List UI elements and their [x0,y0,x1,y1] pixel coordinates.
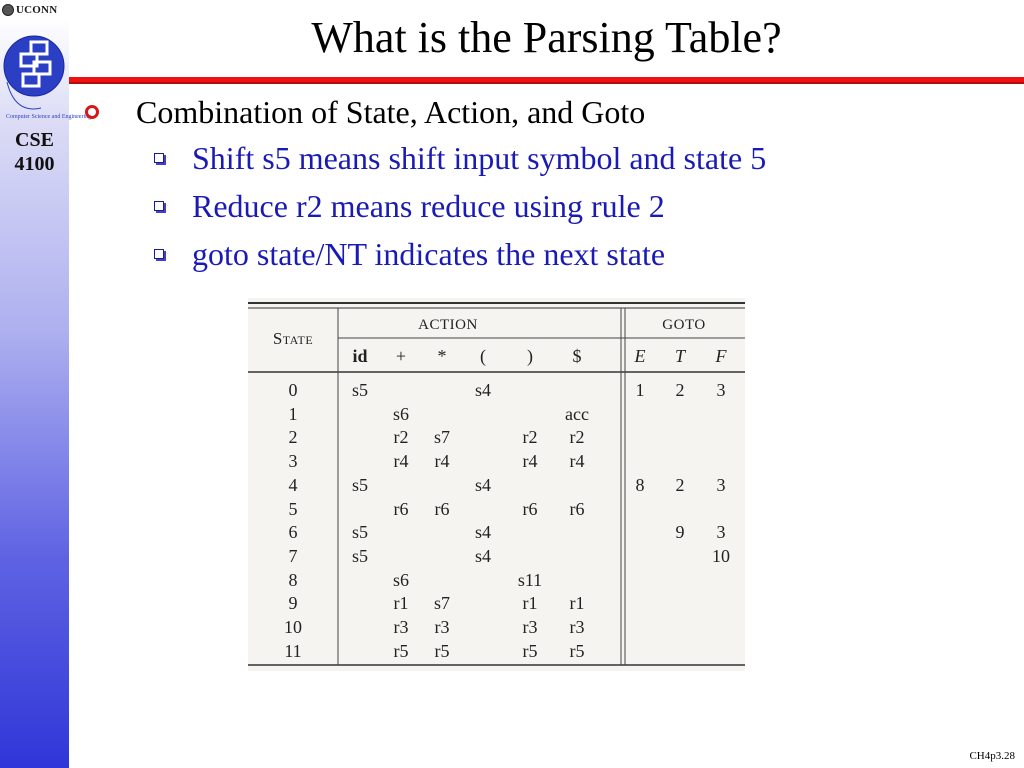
action-cell: acc [565,403,589,424]
state-cell: 5 [288,498,298,519]
square-bullet-icon [154,249,164,259]
slide-number: CH4p3.28 [969,750,1015,762]
sub-bullet-text: Shift s5 means shift input symbol and state 5 [192,139,767,176]
action-column-header: id [352,346,368,366]
state-cell: 3 [288,451,298,472]
action-cell: r3 [434,617,450,637]
goto-column-header: E [634,346,646,366]
action-cell: r6 [434,498,450,519]
action-cell: r1 [393,593,409,614]
goto-column-header: T [674,346,686,366]
action-cell: r4 [393,451,409,472]
goto-cell: 3 [716,522,726,543]
action-cell: s6 [392,569,410,590]
course-line-1: CSE [15,129,54,151]
action-cell: r6 [393,498,409,519]
action-cell: s5 [351,545,369,566]
action-cell: r4 [434,451,450,472]
state-cell: 0 [288,380,298,400]
action-column-header: ( [480,346,486,366]
action-cell: r5 [434,640,450,661]
action-cell: s7 [433,427,451,448]
goto-cell: 9 [675,522,685,543]
action-cell: r5 [569,640,585,661]
action-cell: s4 [474,522,492,543]
action-cell: r3 [522,617,538,637]
action-cell: s5 [351,474,369,495]
action-column-header: ) [527,346,533,366]
goto-cell: 2 [675,380,685,400]
state-cell: 9 [288,593,298,614]
action-cell: r6 [569,498,585,519]
state-cell: 1 [288,403,298,424]
sidebar [0,0,92,768]
state-header: State [272,329,314,348]
course-code [0,128,69,176]
goto-cell: 1 [635,380,645,400]
goto-cell: 3 [716,380,726,400]
title-rule-shadow [69,82,1024,84]
circle-bullet-icon [85,105,99,119]
goto-cell: 10 [712,545,730,566]
state-cell: 2 [288,427,298,448]
org-label: UCONN [16,4,58,16]
action-column-header: * [437,346,447,366]
sub-bullet-3 [154,235,665,273]
goto-column-header: F [715,346,727,366]
goto-header: GOTO [662,317,706,333]
action-cell: r4 [522,451,538,472]
state-cell: 7 [288,545,298,566]
action-cell: r1 [569,593,585,614]
action-cell: s7 [433,593,451,614]
action-column-header: $ [572,346,582,366]
parsing-table-image [248,298,745,671]
action-cell: r5 [522,640,538,661]
main-bullet-text: Combination of State, Action, and Goto [136,93,646,130]
state-cell: 8 [288,569,298,590]
action-cell: s4 [474,380,492,400]
sub-bullet-2 [154,187,665,225]
action-cell: r3 [569,617,585,637]
action-cell: r1 [522,593,538,614]
action-cell: s4 [474,474,492,495]
action-cell: r5 [393,640,409,661]
sub-bullet-text: Reduce r2 means reduce using rule 2 [192,187,665,224]
action-cell: s5 [351,522,369,543]
table-grid [248,298,745,671]
action-cell: r2 [569,427,585,448]
square-bullet-icon [154,153,164,163]
sub-bullet-text: goto state/NT indicates the next state [192,235,666,272]
action-cell: s11 [517,569,543,590]
course-line-2: 4100 [14,153,55,175]
action-cell: r4 [569,451,585,472]
state-cell: 10 [284,617,302,637]
goto-cell: 3 [716,474,726,495]
uconn-wordmark [2,2,68,18]
action-column-header: + [395,346,407,366]
goto-cell: 8 [635,474,645,495]
action-cell: r3 [393,617,409,637]
state-cell: 6 [288,522,298,543]
main-bullet [85,92,645,132]
action-cell: s6 [392,403,410,424]
action-cell: r2 [393,427,409,448]
state-cell: 4 [288,474,298,495]
square-bullet-icon [154,201,164,211]
slide-title: What is the Parsing Table? [311,13,782,62]
state-cell: 11 [284,640,302,661]
goto-cell: 2 [675,474,685,495]
seal-icon [2,4,14,16]
action-cell: s4 [474,545,492,566]
action-header: ACTION [418,317,478,333]
logo-caption: Computer Science and Engineering [6,114,92,120]
action-cell: r6 [522,498,538,519]
action-cell: s5 [351,380,369,400]
action-cell: r2 [522,427,538,448]
sub-bullet-1 [154,139,766,177]
cse-logo-icon [1,22,92,120]
